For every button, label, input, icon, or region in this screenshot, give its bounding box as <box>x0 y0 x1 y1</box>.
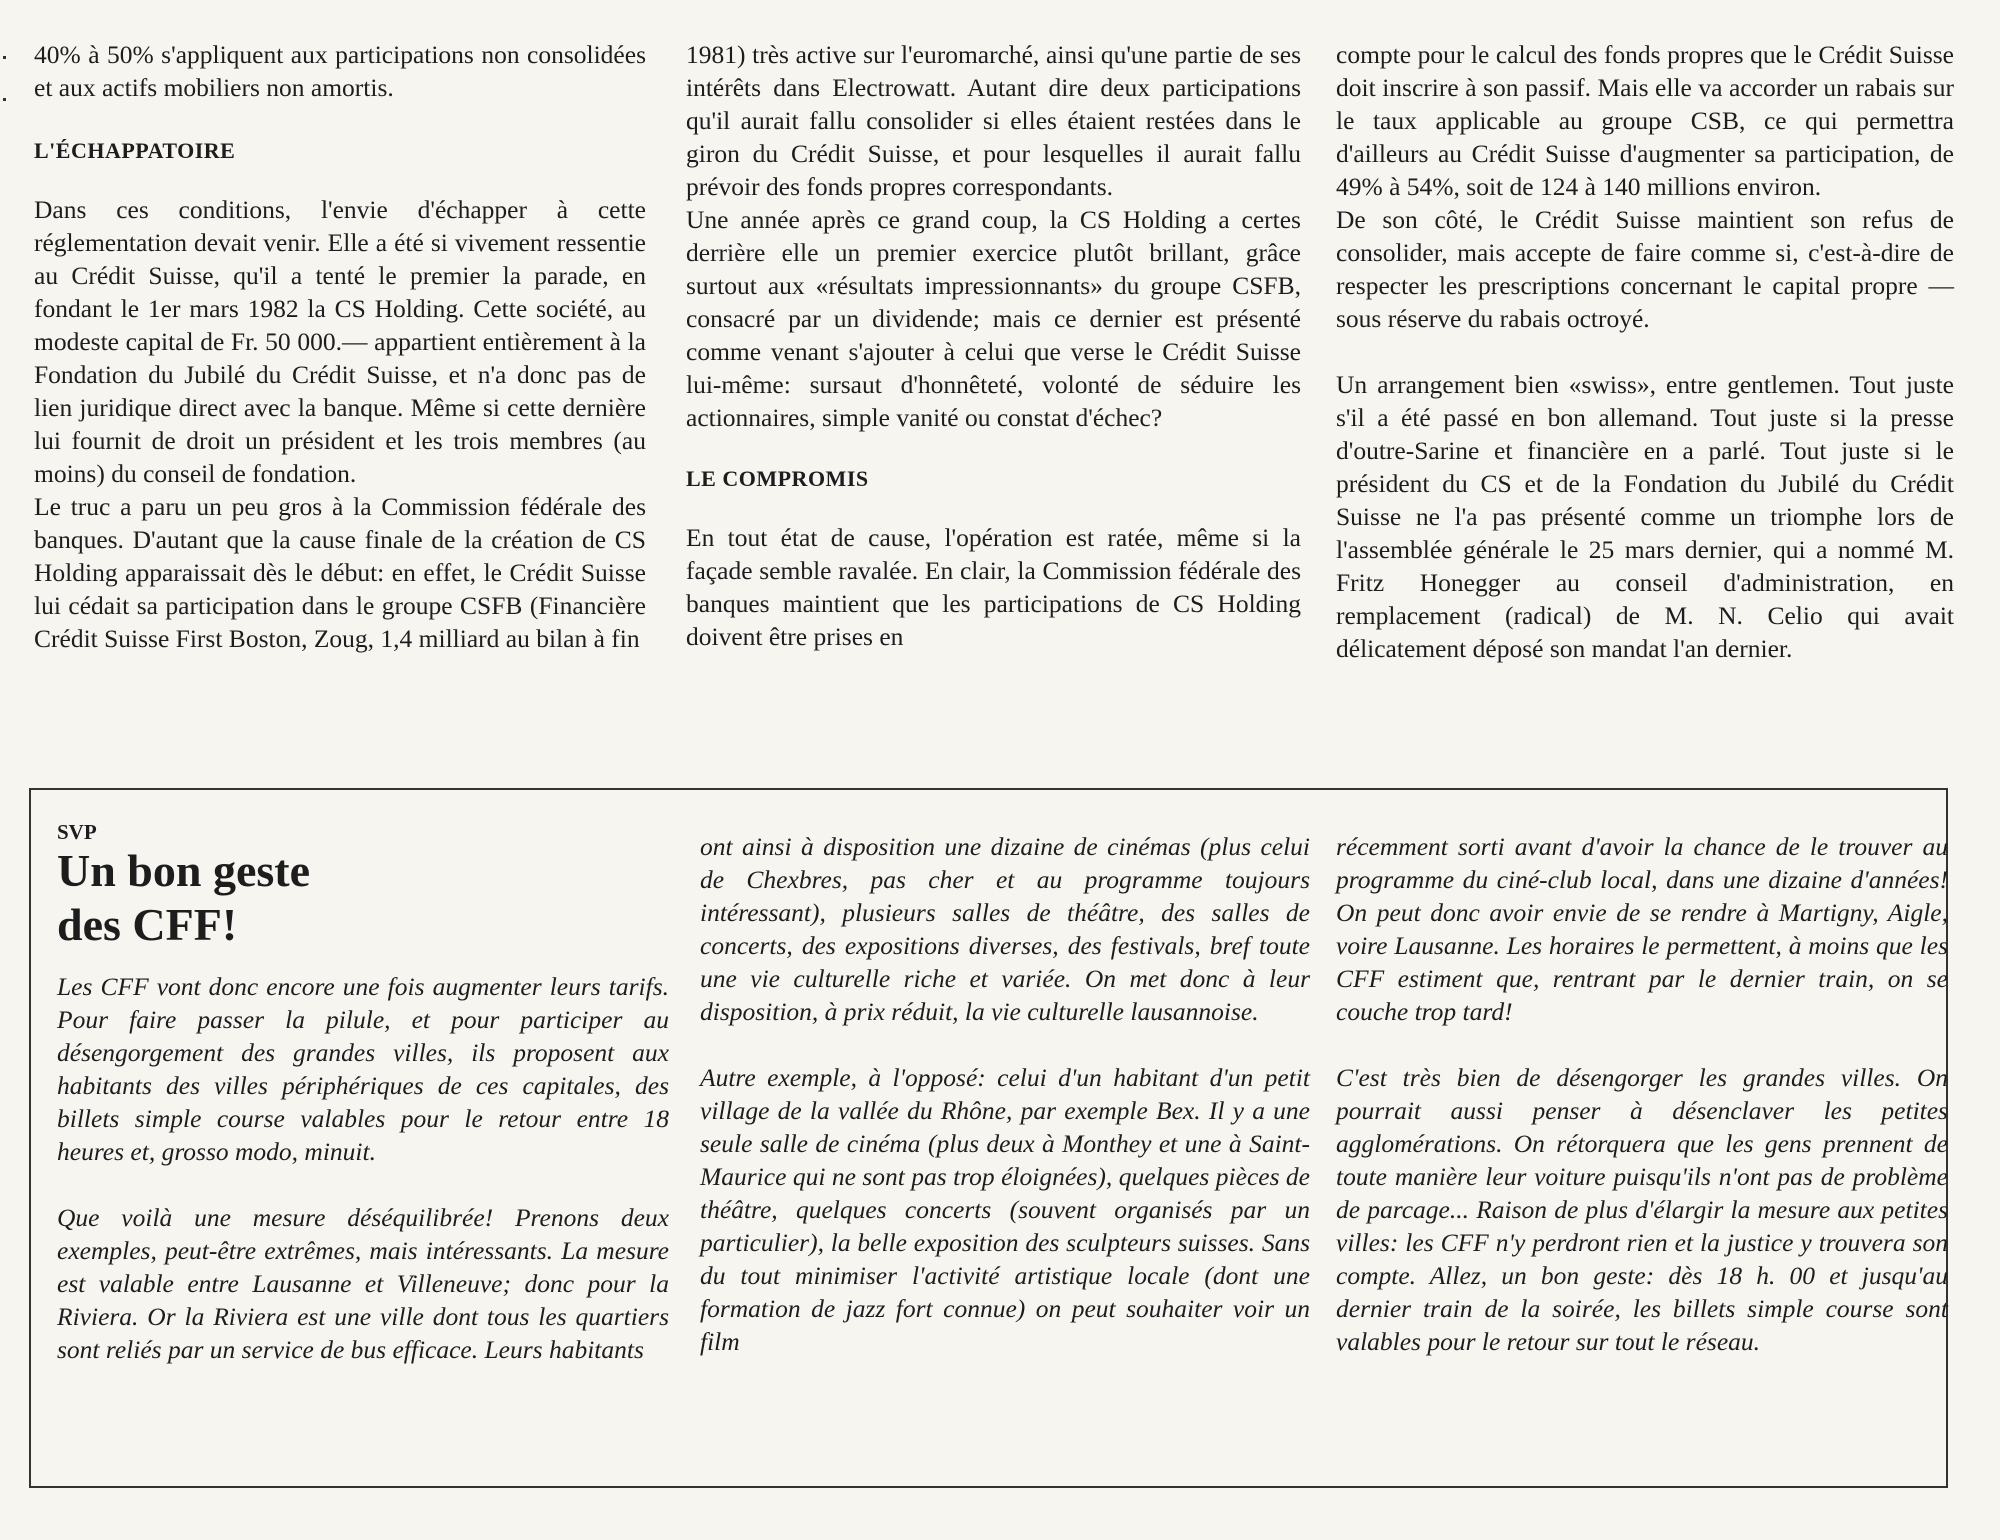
paragraph: 1981) très active sur l'euromarché, ainsi qu'une partie de ses intérêts dans Electrowatt. Autant dire deux participations qu'il aurait fallu consolider si elles étaient restées dans le giron du Crédit Suisse, et pour lesquelles il aurait fallu prévoir des fonds propres correspondants. <box>686 40 1301 201</box>
box-tag: SVP <box>57 820 97 844</box>
paragraph: ont ainsi à disposition une dizaine de cinémas (plus celui de Chexbres, pas cher et au programme toujours intéressant), plusieurs salles de théâtre, des salles de concerts, des expositions diverses, des festivals, bref toute une vie culturelle riche et variée. On met donc à leur disposition, à prix réduit, la vie culturelle lausannoise. <box>700 832 1310 1026</box>
box-title-line-1: Un bon geste <box>57 845 311 896</box>
margin-mark <box>3 56 6 59</box>
paragraph: Le truc a paru un peu gros à la Commission fédérale des banques. D'autant que la cause finale de la création de CS Holding apparaissait dès le début: en effet, le Crédit Suisse lui cédait sa participation dans le groupe CSFB (Financière Crédit Suisse First Boston, Zoug, 1,4 milliard au bilan à fin <box>34 492 646 653</box>
paragraph: récemment sorti avant d'avoir la chance de le trouver au programme du ciné-club local, dans une dizaine d'années! On peut donc avoir envie de se rendre à Martigny, Aigle, voire Lausanne. Les horaires le permettent, à moins que les CFF estiment que, rentrant par le dernier train, on se couche trop tard! <box>1336 832 1948 1026</box>
margin-mark <box>3 98 6 101</box>
sidebar-box <box>29 788 1948 1488</box>
paragraph: 40% à 50% s'appliquent aux participations non consolidées et aux actifs mobiliers non amortis. <box>34 40 646 102</box>
paragraph: Un arrangement bien «swiss», entre gentlemen. Tout juste s'il a été passé en bon allemand. Tout juste si la presse d'outre-Sarine et financière en a parlé. Tout juste si le président du CS et de la Fondation du Jubilé du Crédit Suisse ne l'a pas présenté comme un triomphe lors de l'assemblée générale le 25 mars dernier, qui a nommé M. Fritz Honegger au conseil d'administration, en remplacement (radical) de M. N. Celio qui avait délicatement déposé son mandat l'an dernier. <box>1336 370 1954 663</box>
paragraph: Les CFF vont donc encore une fois augmenter leurs tarifs. Pour faire passer la pilule, et pour participer au désengorgement des grandes villes, ils proposent aux habitants des villes périphériques de ces capitales, des billets simple course valables pour le retour entre 18 heures et, grosso modo, minuit. <box>57 972 669 1166</box>
paragraph-gap <box>1336 335 1954 368</box>
paragraph-gap <box>1336 1028 1948 1061</box>
paragraph: Que voilà une mesure déséquilibrée! Prenons deux exemples, peut-être extrêmes, mais intéressants. La mesure est valable entre Lausanne et Villeneuve; donc pour la Riviera. Or la Riviera est une ville dont tous les quartiers sont reliés par un service de bus efficace. Leurs habitants <box>57 1203 669 1364</box>
box-column-1 <box>57 820 669 1366</box>
article-column-2 <box>686 38 1301 653</box>
section-heading-compromis: LE COMPROMIS <box>686 466 869 491</box>
section-heading-echappatoire: L'ÉCHAPPATOIRE <box>34 138 236 163</box>
box-column-3 <box>1336 830 1948 1358</box>
paragraph: Dans ces conditions, l'envie d'échapper à cette réglementation devait venir. Elle a été si vivement ressentie au Crédit Suisse, qu'il a tenté le premier la parade, en fondant le 1er mars 1982 la CS Holding. Cette société, au modeste capital de Fr. 50 000.— appartient entièrement à la Fondation du Jubilé du Crédit Suisse, et n'a donc pas de lien juridique direct avec la banque. Même si cette dernière lui fournit de droit un président et les trois membres (au moins) du conseil de fondation. <box>34 195 646 488</box>
paragraph: C'est très bien de désengorger les grandes villes. On pourrait aussi penser à désenclaver les petites agglomérations. On rétorquera que les gens prennent de toute manière leur voiture puisqu'ils n'ont pas de problème de parcage... Raison de plus d'élargir la mesure aux petites villes: les CFF n'y perdront rien et la justice y trouvera son compte. Allez, un bon geste: dès 18 h. 00 et jusqu'au dernier train de la soirée, les billets simple course sont valables pour le retour sur tout le réseau. <box>1336 1063 1948 1356</box>
paragraph: De son côté, le Crédit Suisse maintient son refus de consolider, mais accepte de faire comme si, c'est-à-dire de respecter les prescriptions concernant le capital propre — sous réserve du rabais octroyé. <box>1336 205 1954 333</box>
box-title <box>57 844 669 952</box>
article-column-1 <box>34 38 646 655</box>
article-column-3 <box>1336 38 1954 665</box>
box-column-2 <box>700 830 1310 1358</box>
paragraph: Autre exemple, à l'opposé: celui d'un habitant d'un petit village de la vallée du Rhône, par exemple Bex. Il y a une seule salle de cinéma (plus deux à Monthey et une à Saint-Maurice qui ne sont pas trop éloignées), quelques pièces de théâtre, quelques concerts (souvent organisés par un particulier), la belle exposition des sculpteurs suisses. Sans du tout minimiser l'activité artistique locale (dont une formation de jazz fort connue) on peut souhaiter voir un film <box>700 1063 1310 1356</box>
paragraph: Une année après ce grand coup, la CS Holding a certes derrière elle un premier exercice plutôt brillant, grâce surtout aux «résultats impressionnants» du groupe CSFB, consacré par un dividende; mais ce dernier est présenté comme venant s'ajouter à celui que verse le Crédit Suisse lui-même: sursaut d'honnêteté, volonté de séduire les actionnaires, simple vanité ou constat d'échec? <box>686 205 1301 432</box>
paragraph-gap <box>700 1028 1310 1061</box>
paragraph-gap <box>57 1168 669 1201</box>
paragraph: compte pour le calcul des fonds propres que le Crédit Suisse doit inscrire à son passif. Mais elle va accorder un rabais sur le taux applicable au groupe CSB, ce qui permettra d'ailleurs au Crédit Suisse d'augmenter sa participation, de 49% à 54%, soit de 124 à 140 millions environ. <box>1336 40 1954 201</box>
box-title-line-2: des CFF! <box>57 899 238 950</box>
paragraph: En tout état de cause, l'opération est ratée, même si la façade semble ravalée. En clair, la Commission fédérale des banques maintient que les participations de CS Holding doivent être prises en <box>686 523 1301 651</box>
